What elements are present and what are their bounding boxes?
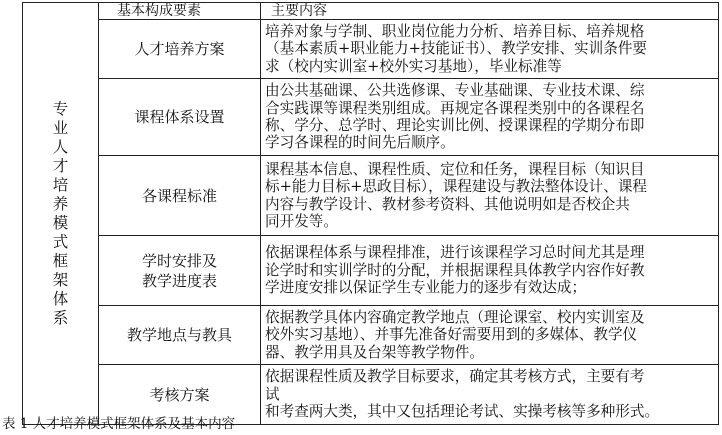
element-label: 学时安排及 <box>141 251 217 270</box>
content-line: 依据教学具体内容确定教学地点（理论课室、校内实训室及 <box>265 308 645 326</box>
table-row <box>23 236 719 306</box>
content-line: 标+能力目标+思政目标），课程建设与教法整体设计、课程 <box>265 178 648 196</box>
element-label: 教学进度表 <box>141 271 217 290</box>
content-cell <box>261 156 719 236</box>
content-line: 学习各课程的时间先后顺序。 <box>265 134 455 152</box>
element-cell <box>99 236 261 306</box>
content-line: 课程基本信息、课程性质、定位和任务，课程目标（知识目 <box>265 160 645 178</box>
side-label: 专业人才培养模式框架体系 <box>52 99 69 327</box>
table-row <box>23 20 719 79</box>
framework-table <box>22 2 719 425</box>
content-line: 器、教学用具及台架等教学物件。 <box>265 343 484 361</box>
content-line: 学进度安排以保证学生专业能力的逐步有效达成； <box>265 279 587 297</box>
element-label: 教学地点与教具 <box>126 326 232 344</box>
element-label: 各课程标准 <box>141 186 217 205</box>
content-line: 称、学分、总学时、理论实训比例、授课课程的学期分布即 <box>265 117 645 134</box>
element-cell <box>99 20 261 79</box>
content-line: 校外实习基地）、并事先准备好需要用到的多媒体、教学仪 <box>265 326 638 344</box>
content-line: 依据课程体系与课程排准，进行该课程学习总时间尤其是理 <box>265 244 645 262</box>
table-row <box>23 306 719 365</box>
header-content-column: 主要内容 <box>261 3 719 20</box>
header-element-column: 基本构成要素 <box>99 3 261 20</box>
table-row <box>23 79 719 156</box>
content-line: 由公共基础课、公共选修课、专业基础课、专业技术课、综 <box>265 82 645 100</box>
content-cell <box>261 365 719 425</box>
content-line: 依据课程性质及教学目标要求，确定其考核方式，主要有考 <box>265 368 645 386</box>
header-row <box>23 3 719 20</box>
table-caption: 表 1 人才培养模式框架体系及基本内容 <box>2 416 236 432</box>
content-line: （基本素质+职业能力+技能证书）、教学安排、实训条件要 <box>265 40 648 58</box>
content-cell <box>261 79 719 156</box>
element-label: 课程体系设置 <box>134 108 225 126</box>
content-line: 培养对象与学制、职业岗位能力分析、培养目标、培养规格 <box>265 22 645 40</box>
content-line: 同开发等。 <box>265 212 338 230</box>
content-line: 合实践课等课程类别组成。再规定各课程类别中的各课程名 <box>265 99 645 117</box>
content-line: 求（校内实训室+校外实习基地），毕业标准等 <box>265 57 562 75</box>
element-label: 考核方案 <box>149 385 210 404</box>
content-line: 和考查两大类，其中又包括理论考试、实操考核等多种形式。 <box>265 403 660 421</box>
element-cell <box>99 156 261 236</box>
content-line: 论学时和实训学时的分配，并根据课程具体教学内容作好教 <box>265 261 645 279</box>
content-cell <box>261 20 719 79</box>
content-cell <box>261 306 719 365</box>
element-label: 人才培养方案 <box>134 40 225 58</box>
element-cell <box>99 306 261 365</box>
table-row <box>23 156 719 236</box>
side-label-cell <box>23 3 99 425</box>
content-cell <box>261 236 719 306</box>
element-cell <box>99 79 261 156</box>
content-line: 内容与教学设计、教材参考资料、其他说明如是否校企共 <box>265 195 630 213</box>
content-line: 试 <box>265 385 280 403</box>
